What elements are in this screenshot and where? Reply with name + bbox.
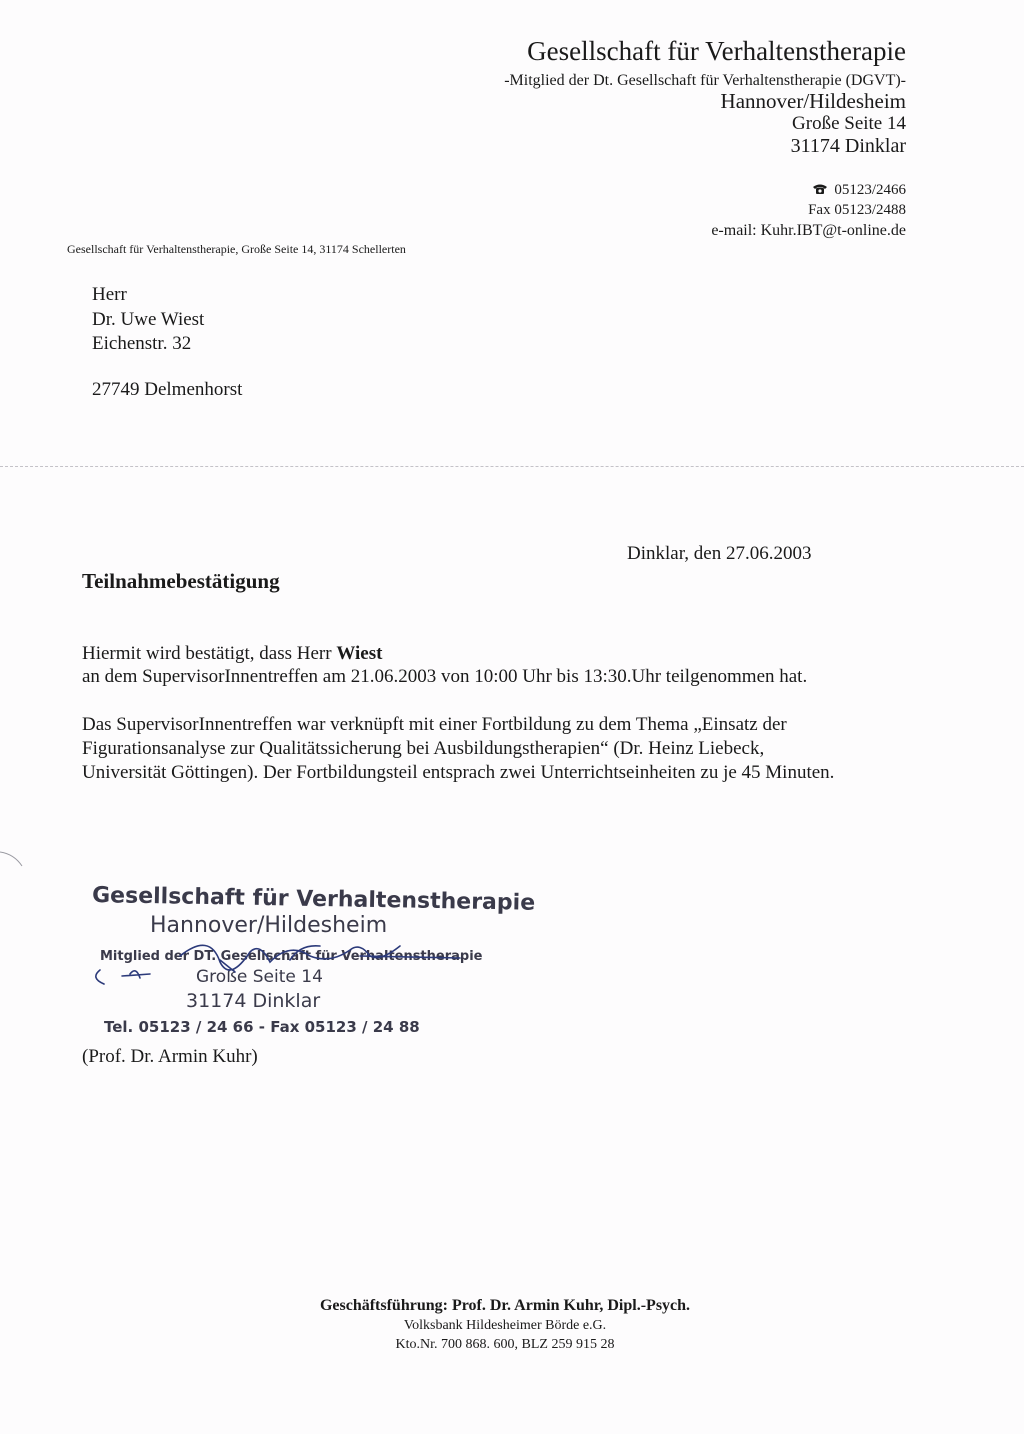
letterhead-phone: 05123/2466 [834, 182, 906, 198]
stamp-line4: Große Seite 14 [196, 967, 323, 987]
telephone-icon [812, 183, 828, 194]
letterhead-organization: Gesellschaft für Verhaltenstherapie [527, 36, 906, 66]
signatory-name: (Prof. Dr. Armin Kuhr) [82, 1046, 258, 1067]
recipient-name: Dr. Uwe Wiest [92, 309, 205, 330]
letterhead-zip-city: 31174 Dinklar [790, 135, 906, 157]
body-paragraph2-line2: Figurationsanalyse zur Qualitätssicherung bei Ausbildungstherapien“ (Dr. Heinz Liebeck, [82, 738, 765, 759]
stamp-line6: Tel. 05123 / 24 66 - Fax 05123 / 24 88 [104, 1018, 420, 1036]
letterhead-street: Große Seite 14 [792, 113, 906, 134]
body-line1-prefix: Hiermit wird bestätigt, dass Herr [82, 643, 337, 664]
letterhead-city: Hannover/Hildesheim [720, 89, 906, 113]
footer-account: Kto.Nr. 700 868. 600, BLZ 259 915 28 [395, 1337, 615, 1352]
body-line-attendance: an dem SupervisorInnentreffen am 21.06.2003 von 10:00 Uhr bis 13:30.Uhr teilgenommen hat. [82, 666, 808, 687]
sender-return-address: Gesellschaft für Verhaltenstherapie, Große Seite 14, 31174 Schellerten [67, 242, 406, 256]
stamp-line3: Mitglied der DT. Gesellschaft für Verhaltenstherapie [100, 949, 483, 964]
letterhead-email: e-mail: Kuhr.IBT@t-online.de [711, 222, 906, 239]
recipient-zip-city: 27749 Delmenhorst [92, 379, 243, 400]
recipient-salutation: Herr [92, 284, 127, 305]
body-line-confirmation [82, 643, 382, 665]
body-paragraph2-line3: Universität Göttingen). Der Fortbildungsteil entsprach zwei Unterrichtseinheiten zu je 45 Minuten. [82, 762, 835, 783]
organization-stamp [60, 872, 536, 1042]
letterhead-phone-line [812, 182, 906, 199]
stamp-line5: 31174 Dinklar [186, 990, 321, 1012]
stamp-line1: Gesellschaft für Verhaltenstherapie [91, 883, 536, 916]
participant-name: Wiest [336, 643, 383, 664]
letterhead-membership: -Mitglied der Dt. Gesellschaft für Verhaltenstherapie (DGVT)- [504, 72, 906, 89]
letterhead-fax: Fax 05123/2488 [808, 202, 906, 218]
body-paragraph2-line1: Das SupervisorInnentreffen war verknüpft mit einer Fortbildung zu dem Thema „Einsatz der [82, 714, 787, 735]
footer-bank: Volksbank Hildesheimer Börde e.G. [403, 1318, 607, 1333]
stamp-line2: Hannover/Hildesheim [150, 913, 388, 938]
letter-subject: Teilnahmebestätigung [82, 569, 280, 593]
paper-fold-line [0, 466, 1024, 467]
date-line: Dinklar, den 27.06.2003 [627, 543, 812, 564]
scan-edge-mark [0, 840, 30, 880]
recipient-street: Eichenstr. 32 [92, 333, 192, 354]
footer-management: Geschäftsführung: Prof. Dr. Armin Kuhr, Dipl.-Psych. [319, 1297, 691, 1314]
